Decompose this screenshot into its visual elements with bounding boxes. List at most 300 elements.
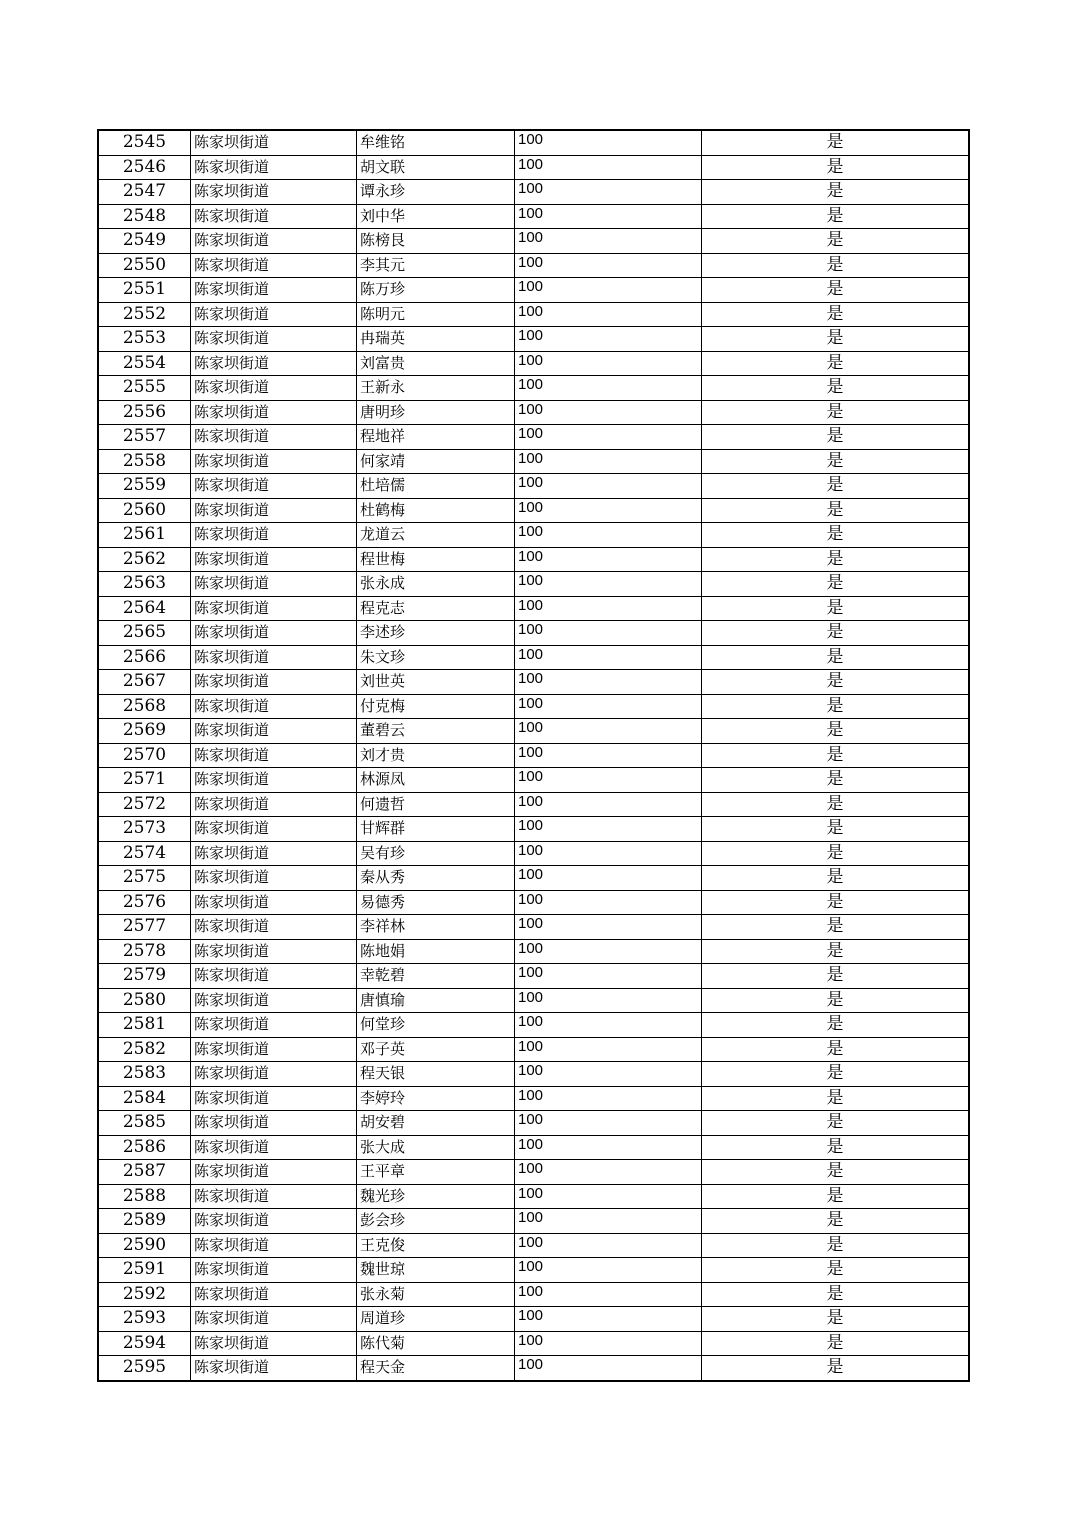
cell-street: 陈家坝街道 — [191, 768, 357, 793]
cell-number: 2574 — [98, 841, 191, 866]
table-row — [98, 1233, 969, 1258]
cell-name: 周道珍 — [357, 1307, 515, 1332]
cell-number: 2561 — [98, 523, 191, 548]
cell-flag: 是 — [702, 645, 970, 670]
table-row — [98, 792, 969, 817]
table-row — [98, 1258, 969, 1283]
cell-flag: 是 — [702, 1062, 970, 1087]
cell-flag: 是 — [702, 988, 970, 1013]
cell-amount: 100 — [515, 449, 702, 474]
cell-number: 2559 — [98, 474, 191, 499]
cell-number: 2555 — [98, 376, 191, 401]
cell-name: 陈地娟 — [357, 939, 515, 964]
cell-amount: 100 — [515, 939, 702, 964]
cell-name: 陈代菊 — [357, 1331, 515, 1356]
cell-street: 陈家坝街道 — [191, 302, 357, 327]
cell-name: 幸乾碧 — [357, 964, 515, 989]
cell-flag: 是 — [702, 670, 970, 695]
cell-amount: 100 — [515, 229, 702, 254]
cell-street: 陈家坝街道 — [191, 670, 357, 695]
cell-number: 2569 — [98, 719, 191, 744]
cell-name: 唐明珍 — [357, 400, 515, 425]
cell-number: 2572 — [98, 792, 191, 817]
cell-name: 王新永 — [357, 376, 515, 401]
cell-amount: 100 — [515, 1184, 702, 1209]
table-row — [98, 425, 969, 450]
cell-street: 陈家坝街道 — [191, 204, 357, 229]
cell-number: 2546 — [98, 155, 191, 180]
cell-amount: 100 — [515, 817, 702, 842]
cell-street: 陈家坝街道 — [191, 719, 357, 744]
cell-name: 甘辉群 — [357, 817, 515, 842]
cell-name: 杜培儒 — [357, 474, 515, 499]
cell-flag: 是 — [702, 547, 970, 572]
cell-number: 2554 — [98, 351, 191, 376]
cell-number: 2557 — [98, 425, 191, 450]
cell-name: 魏光珍 — [357, 1184, 515, 1209]
cell-amount: 100 — [515, 547, 702, 572]
cell-flag: 是 — [702, 449, 970, 474]
table-row — [98, 1037, 969, 1062]
cell-street: 陈家坝街道 — [191, 621, 357, 646]
cell-amount: 100 — [515, 130, 702, 155]
cell-street: 陈家坝街道 — [191, 866, 357, 891]
cell-amount: 100 — [515, 1258, 702, 1283]
cell-street: 陈家坝街道 — [191, 1160, 357, 1185]
cell-flag: 是 — [702, 523, 970, 548]
cell-flag: 是 — [702, 1331, 970, 1356]
cell-number: 2577 — [98, 915, 191, 940]
table-row — [98, 229, 969, 254]
cell-street: 陈家坝街道 — [191, 915, 357, 940]
cell-flag: 是 — [702, 278, 970, 303]
cell-street: 陈家坝街道 — [191, 351, 357, 376]
table-row — [98, 498, 969, 523]
cell-number: 2560 — [98, 498, 191, 523]
cell-amount: 100 — [515, 890, 702, 915]
cell-name: 李述珍 — [357, 621, 515, 646]
cell-flag: 是 — [702, 229, 970, 254]
table-row — [98, 1209, 969, 1234]
cell-street: 陈家坝街道 — [191, 498, 357, 523]
cell-number: 2586 — [98, 1135, 191, 1160]
cell-name: 杜鹤梅 — [357, 498, 515, 523]
table-row — [98, 547, 969, 572]
cell-amount: 100 — [515, 351, 702, 376]
cell-name: 王克俊 — [357, 1233, 515, 1258]
cell-number: 2585 — [98, 1111, 191, 1136]
cell-flag: 是 — [702, 1111, 970, 1136]
table-row — [98, 890, 969, 915]
cell-flag: 是 — [702, 1135, 970, 1160]
cell-number: 2587 — [98, 1160, 191, 1185]
cell-street: 陈家坝街道 — [191, 596, 357, 621]
cell-name: 秦从秀 — [357, 866, 515, 891]
cell-street: 陈家坝街道 — [191, 376, 357, 401]
cell-flag: 是 — [702, 1086, 970, 1111]
cell-name: 何堂珍 — [357, 1013, 515, 1038]
cell-name: 何家靖 — [357, 449, 515, 474]
cell-flag: 是 — [702, 1209, 970, 1234]
cell-amount: 100 — [515, 1307, 702, 1332]
table-row — [98, 1356, 969, 1381]
cell-name: 程克志 — [357, 596, 515, 621]
cell-flag: 是 — [702, 841, 970, 866]
cell-amount: 100 — [515, 670, 702, 695]
cell-name: 谭永珍 — [357, 180, 515, 205]
table-row — [98, 351, 969, 376]
table-row — [98, 694, 969, 719]
cell-number: 2590 — [98, 1233, 191, 1258]
cell-flag: 是 — [702, 743, 970, 768]
cell-amount: 100 — [515, 253, 702, 278]
cell-amount: 100 — [515, 694, 702, 719]
table-row — [98, 1331, 969, 1356]
cell-amount: 100 — [515, 155, 702, 180]
cell-number: 2578 — [98, 939, 191, 964]
cell-flag: 是 — [702, 327, 970, 352]
cell-flag: 是 — [702, 1356, 970, 1381]
cell-number: 2589 — [98, 1209, 191, 1234]
cell-name: 王平章 — [357, 1160, 515, 1185]
cell-street: 陈家坝街道 — [191, 743, 357, 768]
cell-amount: 100 — [515, 498, 702, 523]
cell-flag: 是 — [702, 621, 970, 646]
cell-name: 陈榜艮 — [357, 229, 515, 254]
table-body — [98, 130, 969, 1381]
table-row — [98, 130, 969, 155]
cell-number: 2551 — [98, 278, 191, 303]
cell-street: 陈家坝街道 — [191, 1062, 357, 1087]
cell-flag: 是 — [702, 596, 970, 621]
cell-number: 2549 — [98, 229, 191, 254]
cell-flag: 是 — [702, 719, 970, 744]
cell-street: 陈家坝街道 — [191, 474, 357, 499]
cell-amount: 100 — [515, 1111, 702, 1136]
table-row — [98, 621, 969, 646]
cell-street: 陈家坝街道 — [191, 988, 357, 1013]
cell-name: 程天银 — [357, 1062, 515, 1087]
cell-amount: 100 — [515, 866, 702, 891]
table-row — [98, 768, 969, 793]
cell-street: 陈家坝街道 — [191, 694, 357, 719]
table-row — [98, 1111, 969, 1136]
table-row — [98, 1184, 969, 1209]
cell-name: 胡安碧 — [357, 1111, 515, 1136]
cell-name: 程世梅 — [357, 547, 515, 572]
cell-number: 2547 — [98, 180, 191, 205]
cell-name: 程地祥 — [357, 425, 515, 450]
table-row — [98, 670, 969, 695]
cell-street: 陈家坝街道 — [191, 1356, 357, 1381]
cell-name: 程天金 — [357, 1356, 515, 1381]
cell-amount: 100 — [515, 1331, 702, 1356]
cell-amount: 100 — [515, 474, 702, 499]
table-row — [98, 302, 969, 327]
cell-number: 2575 — [98, 866, 191, 891]
cell-flag: 是 — [702, 817, 970, 842]
cell-number: 2553 — [98, 327, 191, 352]
table-row — [98, 278, 969, 303]
cell-street: 陈家坝街道 — [191, 327, 357, 352]
table-row — [98, 1160, 969, 1185]
cell-amount: 100 — [515, 204, 702, 229]
cell-flag: 是 — [702, 1160, 970, 1185]
cell-amount: 100 — [515, 327, 702, 352]
cell-flag: 是 — [702, 498, 970, 523]
cell-flag: 是 — [702, 376, 970, 401]
cell-flag: 是 — [702, 890, 970, 915]
table-row — [98, 1307, 969, 1332]
cell-amount: 100 — [515, 1160, 702, 1185]
cell-flag: 是 — [702, 964, 970, 989]
cell-amount: 100 — [515, 1037, 702, 1062]
cell-number: 2558 — [98, 449, 191, 474]
cell-street: 陈家坝街道 — [191, 425, 357, 450]
cell-flag: 是 — [702, 768, 970, 793]
cell-street: 陈家坝街道 — [191, 817, 357, 842]
cell-street: 陈家坝街道 — [191, 841, 357, 866]
cell-number: 2584 — [98, 1086, 191, 1111]
cell-street: 陈家坝街道 — [191, 253, 357, 278]
cell-number: 2591 — [98, 1258, 191, 1283]
cell-number: 2548 — [98, 204, 191, 229]
cell-street: 陈家坝街道 — [191, 1233, 357, 1258]
cell-street: 陈家坝街道 — [191, 1135, 357, 1160]
cell-street: 陈家坝街道 — [191, 180, 357, 205]
cell-amount: 100 — [515, 523, 702, 548]
table-row — [98, 400, 969, 425]
cell-street: 陈家坝街道 — [191, 964, 357, 989]
table-row — [98, 645, 969, 670]
table-row — [98, 743, 969, 768]
table-row — [98, 572, 969, 597]
cell-name: 李其元 — [357, 253, 515, 278]
cell-flag: 是 — [702, 302, 970, 327]
cell-name: 易德秀 — [357, 890, 515, 915]
cell-name: 冉瑞英 — [357, 327, 515, 352]
cell-amount: 100 — [515, 645, 702, 670]
cell-flag: 是 — [702, 180, 970, 205]
table-row — [98, 376, 969, 401]
cell-name: 林源凤 — [357, 768, 515, 793]
cell-street: 陈家坝街道 — [191, 1307, 357, 1332]
cell-number: 2592 — [98, 1282, 191, 1307]
cell-name: 邓子英 — [357, 1037, 515, 1062]
cell-amount: 100 — [515, 988, 702, 1013]
cell-name: 何遗哲 — [357, 792, 515, 817]
cell-flag: 是 — [702, 792, 970, 817]
cell-amount: 100 — [515, 400, 702, 425]
cell-flag: 是 — [702, 1282, 970, 1307]
table-row — [98, 523, 969, 548]
table-row — [98, 596, 969, 621]
cell-number: 2588 — [98, 1184, 191, 1209]
cell-number: 2579 — [98, 964, 191, 989]
cell-number: 2570 — [98, 743, 191, 768]
table-row — [98, 866, 969, 891]
cell-name: 陈明元 — [357, 302, 515, 327]
cell-name: 陈万珍 — [357, 278, 515, 303]
table-row — [98, 180, 969, 205]
cell-flag: 是 — [702, 1258, 970, 1283]
cell-amount: 100 — [515, 1356, 702, 1381]
cell-number: 2573 — [98, 817, 191, 842]
cell-street: 陈家坝街道 — [191, 1111, 357, 1136]
cell-flag: 是 — [702, 1037, 970, 1062]
cell-number: 2545 — [98, 130, 191, 155]
table-row — [98, 964, 969, 989]
table-row — [98, 1135, 969, 1160]
cell-street: 陈家坝街道 — [191, 155, 357, 180]
cell-number: 2583 — [98, 1062, 191, 1087]
cell-street: 陈家坝街道 — [191, 449, 357, 474]
cell-amount: 100 — [515, 302, 702, 327]
data-table — [97, 129, 970, 1382]
cell-amount: 100 — [515, 278, 702, 303]
cell-number: 2595 — [98, 1356, 191, 1381]
cell-flag: 是 — [702, 130, 970, 155]
cell-flag: 是 — [702, 474, 970, 499]
cell-street: 陈家坝街道 — [191, 278, 357, 303]
cell-street: 陈家坝街道 — [191, 572, 357, 597]
cell-amount: 100 — [515, 841, 702, 866]
cell-number: 2582 — [98, 1037, 191, 1062]
cell-amount: 100 — [515, 915, 702, 940]
cell-flag: 是 — [702, 155, 970, 180]
cell-number: 2581 — [98, 1013, 191, 1038]
cell-street: 陈家坝街道 — [191, 1282, 357, 1307]
cell-flag: 是 — [702, 572, 970, 597]
cell-number: 2552 — [98, 302, 191, 327]
cell-name: 牟维铭 — [357, 130, 515, 155]
cell-amount: 100 — [515, 1209, 702, 1234]
cell-name: 付克梅 — [357, 694, 515, 719]
cell-amount: 100 — [515, 376, 702, 401]
cell-street: 陈家坝街道 — [191, 130, 357, 155]
cell-number: 2593 — [98, 1307, 191, 1332]
cell-amount: 100 — [515, 1013, 702, 1038]
table-row — [98, 253, 969, 278]
cell-amount: 100 — [515, 596, 702, 621]
cell-name: 董碧云 — [357, 719, 515, 744]
cell-amount: 100 — [515, 621, 702, 646]
cell-name: 张永成 — [357, 572, 515, 597]
cell-street: 陈家坝街道 — [191, 1184, 357, 1209]
cell-flag: 是 — [702, 204, 970, 229]
cell-amount: 100 — [515, 719, 702, 744]
cell-name: 魏世琼 — [357, 1258, 515, 1283]
cell-flag: 是 — [702, 915, 970, 940]
cell-amount: 100 — [515, 964, 702, 989]
cell-street: 陈家坝街道 — [191, 400, 357, 425]
cell-name: 吴有珍 — [357, 841, 515, 866]
cell-name: 唐慎瑜 — [357, 988, 515, 1013]
cell-number: 2568 — [98, 694, 191, 719]
cell-name: 张永菊 — [357, 1282, 515, 1307]
cell-flag: 是 — [702, 425, 970, 450]
table-row — [98, 155, 969, 180]
cell-street: 陈家坝街道 — [191, 1013, 357, 1038]
cell-street: 陈家坝街道 — [191, 547, 357, 572]
cell-flag: 是 — [702, 939, 970, 964]
table-row — [98, 841, 969, 866]
cell-amount: 100 — [515, 792, 702, 817]
cell-amount: 100 — [515, 572, 702, 597]
cell-flag: 是 — [702, 1013, 970, 1038]
table-row — [98, 327, 969, 352]
cell-flag: 是 — [702, 400, 970, 425]
cell-street: 陈家坝街道 — [191, 645, 357, 670]
cell-amount: 100 — [515, 1062, 702, 1087]
table-row — [98, 988, 969, 1013]
cell-flag: 是 — [702, 1233, 970, 1258]
cell-number: 2562 — [98, 547, 191, 572]
cell-number: 2576 — [98, 890, 191, 915]
cell-flag: 是 — [702, 253, 970, 278]
cell-number: 2556 — [98, 400, 191, 425]
table-row — [98, 1013, 969, 1038]
cell-flag: 是 — [702, 1307, 970, 1332]
cell-number: 2566 — [98, 645, 191, 670]
table-row — [98, 449, 969, 474]
cell-number: 2565 — [98, 621, 191, 646]
cell-street: 陈家坝街道 — [191, 229, 357, 254]
cell-number: 2550 — [98, 253, 191, 278]
table-row — [98, 1086, 969, 1111]
cell-name: 龙道云 — [357, 523, 515, 548]
table-row — [98, 817, 969, 842]
cell-amount: 100 — [515, 425, 702, 450]
table-row — [98, 474, 969, 499]
cell-number: 2563 — [98, 572, 191, 597]
cell-name: 朱文珍 — [357, 645, 515, 670]
table-row — [98, 1282, 969, 1307]
cell-street: 陈家坝街道 — [191, 523, 357, 548]
table-row — [98, 939, 969, 964]
cell-name: 刘中华 — [357, 204, 515, 229]
cell-name: 刘世英 — [357, 670, 515, 695]
table-row — [98, 915, 969, 940]
cell-street: 陈家坝街道 — [191, 1331, 357, 1356]
cell-amount: 100 — [515, 180, 702, 205]
cell-number: 2571 — [98, 768, 191, 793]
cell-flag: 是 — [702, 694, 970, 719]
cell-street: 陈家坝街道 — [191, 1037, 357, 1062]
cell-flag: 是 — [702, 1184, 970, 1209]
table-row — [98, 204, 969, 229]
cell-street: 陈家坝街道 — [191, 939, 357, 964]
cell-amount: 100 — [515, 1086, 702, 1111]
cell-number: 2567 — [98, 670, 191, 695]
cell-flag: 是 — [702, 866, 970, 891]
cell-amount: 100 — [515, 1282, 702, 1307]
cell-street: 陈家坝街道 — [191, 1086, 357, 1111]
cell-name: 李祥林 — [357, 915, 515, 940]
cell-street: 陈家坝街道 — [191, 890, 357, 915]
cell-name: 刘才贵 — [357, 743, 515, 768]
cell-name: 张大成 — [357, 1135, 515, 1160]
cell-name: 刘富贵 — [357, 351, 515, 376]
cell-amount: 100 — [515, 743, 702, 768]
table-row — [98, 719, 969, 744]
cell-street: 陈家坝街道 — [191, 1258, 357, 1283]
cell-street: 陈家坝街道 — [191, 1209, 357, 1234]
cell-number: 2564 — [98, 596, 191, 621]
cell-name: 胡文联 — [357, 155, 515, 180]
cell-name: 彭会珍 — [357, 1209, 515, 1234]
cell-number: 2580 — [98, 988, 191, 1013]
